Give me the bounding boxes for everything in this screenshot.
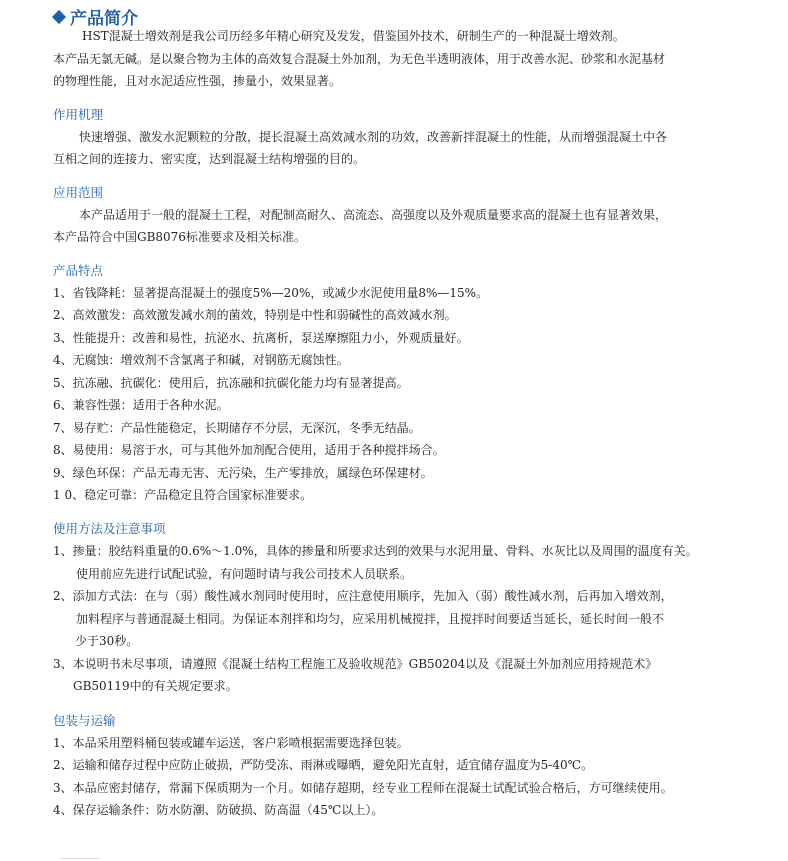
section-title-intro: [52, 4, 138, 29]
heading-mechanism: 作用机理: [53, 107, 104, 122]
usage-line: 少于30秒。: [75, 634, 139, 648]
usage-line: 加料程序与普通混凝土相同。为保证本剂拌和均匀，应采用机械搅拌，且搅拌时间要适当延长，延长时间一般不: [76, 612, 665, 626]
scope-line-1: 本产品适用于一般的混凝土工程，对配制高耐久、高流态、高强度以及外观质量要求高的混凝土也有显著效果，: [79, 208, 668, 222]
intro-line-2: 本产品无氯无碱。是以聚合物为主体的高效复合混凝土外加剂，为无色半透明液体，用于改善水泥、砂浆和水泥基材: [53, 52, 666, 66]
packaging-line: 2、运输和储存过程中应防止破损，严防受冻、雨淋或曝晒，避免阳光直射，适宜储存温度为5-40℃。: [53, 758, 594, 772]
usage-line: 1、掺量：胶结料重量的0.6%～1.0%，具体的掺量和所要求达到的效果与水泥用量、骨料、水灰比以及周围的温度有关。: [53, 544, 698, 558]
feature-item: 3、性能提升：改善和易性，抗泌水、抗离析，泵送摩擦阻力小，外观质量好。: [53, 331, 469, 345]
packaging-line: 3、本品应密封储存，常漏下保质期为一个月。如储存超期，经专业工程师在混凝土试配试验合格后，方可继续使用。: [53, 781, 673, 795]
usage-line: 3、本说明书未尽事项，请遵照《混凝土结构工程施工及验收规范》GB50204以及《混凝土外加剂应用持规范术》: [53, 657, 658, 671]
feature-item: 7、易存贮：产品性能稳定，长期储存不分层，无深沉，冬季无结晶。: [53, 421, 421, 435]
feature-item: 5、抗冻融、抗碳化：使用后，抗冻融和抗碳化能力均有显著提高。: [53, 376, 409, 390]
feature-item: 4、无腐蚀：增效剂不含氯离子和碱，对钢筋无腐蚀性。: [53, 353, 349, 367]
intro-line-3: 的物理性能，且对水泥适应性强，掺量小，效果显著。: [53, 74, 342, 88]
diamond-bullet-icon: [52, 9, 66, 23]
packaging-line: 1、本品采用塑料桶包装或罐车运送，客户彩喷根据需要选择包装。: [53, 736, 409, 750]
feature-item: 1 0、稳定可靠：产品稳定且符合国家标准要求。: [53, 488, 313, 502]
feature-item: 9、绿色环保：产品无毒无害、无污染，生产零排放，属绿色环保建材。: [53, 466, 433, 480]
feature-item: 2、高效激发：高效激发减水剂的菌效，特别是中性和弱碱性的高效减水剂。: [53, 308, 457, 322]
divider: [60, 858, 100, 859]
heading-features: 产品特点: [53, 263, 104, 278]
usage-line: 使用前应先进行试配试验，有问题时请与我公司技术人员联系。: [76, 567, 413, 581]
intro-line-1: HST混凝土增效剂是我公司历经多年精心研究及发发，借鉴国外技术，研制生产的一种混凝土增效剂。: [82, 29, 625, 43]
heading-usage: 使用方法及注意事项: [53, 521, 166, 536]
intro-title: 产品简介: [70, 9, 138, 29]
mechanism-line-1: 快速增强、激发水泥颗粒的分散，提长混凝土高效减水剂的功效，改善新拌混凝土的性能，从而增强混凝土中各: [79, 130, 668, 144]
usage-line: GB50119中的有关规定要求。: [73, 679, 238, 693]
heading-scope: 应用范围: [53, 185, 104, 200]
scope-line-2: 本产品符合中国GB8076标准要求及相关标准。: [53, 230, 306, 244]
heading-packaging: 包装与运输: [53, 713, 116, 728]
feature-item: 8、易使用：易溶于水，可与其他外加剂配合使用，适用于各种搅拌场合。: [53, 443, 445, 457]
mechanism-line-2: 互相之间的连接力、密实度，达到混凝土结构增强的目的。: [53, 152, 366, 166]
feature-item: 6、兼容性强：适用于各种水泥。: [53, 398, 229, 412]
usage-line: 2、添加方式法：在与（弱）酸性减水剂同时使用时，应注意使用顺序，先加入（弱）酸性减水剂，后再加入增效剂，: [53, 589, 673, 603]
feature-item: 1、省钱降耗：显著提高混凝土的强度5%—20%，或减少水泥使用量8%—15%。: [53, 286, 489, 300]
packaging-line: 4、保存运输条件：防水防潮、防破损、防高温（45℃以上）。: [53, 803, 384, 817]
